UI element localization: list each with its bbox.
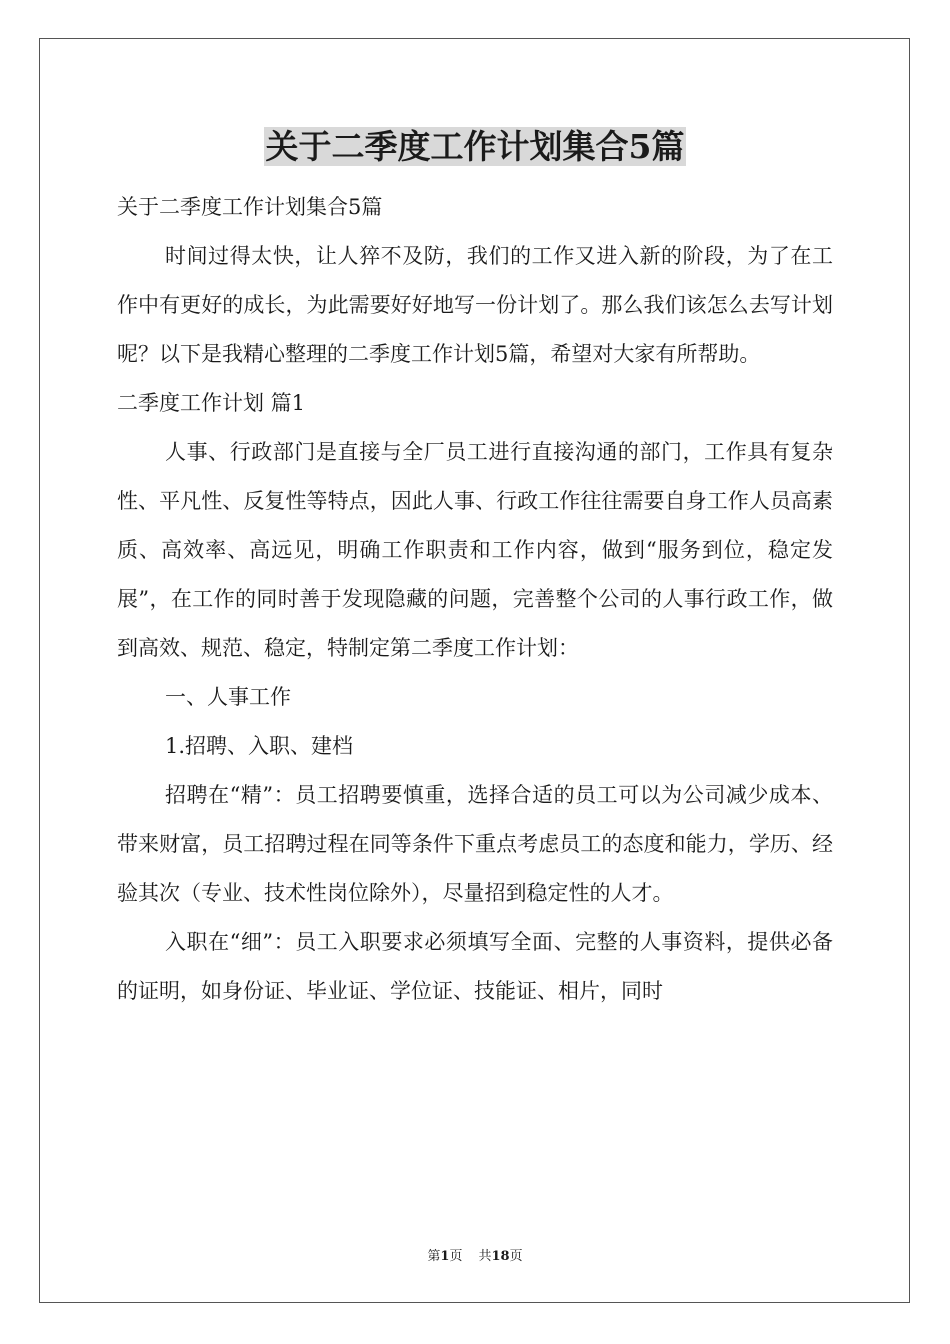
total-unit: 页: [509, 1249, 523, 1264]
body-paragraph: 人事、行政部门是直接与全厂员工进行直接沟通的部门，工作具有复杂性、平凡性、反复性等特点，因此人事、行政工作往往需要自身工作人员高素质、高效率、高远见，明确工作职责和工作内容，做到“服务到位，稳定发展”，在工作的同时善于发现隐藏的问题，完善整个公司的人事行政工作，做到高效、规范、稳定，特制定第二季度工作计划：: [117, 440, 833, 660]
page-footer: [0, 1248, 950, 1266]
body-paragraph: 入职在“细”：员工入职要求必须填写全面、完整的人事资料，提供必备的证明，如身份证、毕业证、学位证、技能证、相片，同时: [117, 930, 833, 1003]
page-number: 1: [440, 1249, 450, 1264]
heading-level-1: 一、人事工作: [165, 685, 291, 709]
page-unit: 页: [449, 1249, 463, 1264]
section-heading: 二季度工作计划 篇1: [117, 391, 306, 415]
page-total: 18: [491, 1249, 510, 1264]
document-subtitle: 关于二季度工作计划集合5篇: [117, 195, 383, 219]
intro-paragraph: 时间过得太快，让人猝不及防，我们的工作又进入新的阶段，为了在工作中有更好的成长，为此需要好好地写一份计划了。那么我们该怎么去写计划呢？以下是我精心整理的二季度工作计划5篇，希望对大家有所帮助。: [117, 244, 833, 366]
document-body: [117, 183, 833, 1016]
document-title: [0, 124, 950, 170]
body-paragraph: 招聘在“精”：员工招聘要慎重，选择合适的员工可以为公司减少成本、带来财富，员工招聘过程在同等条件下重点考虑员工的态度和能力，学历、经验其次（专业、技术性岗位除外），尽量招到稳定性的人才。: [117, 783, 833, 905]
total-prefix: 共: [478, 1249, 492, 1264]
document-title-text: 关于二季度工作计划集合5篇: [265, 127, 685, 166]
page-prefix: 第: [427, 1249, 441, 1264]
heading-level-2: 1.招聘、入职、建档: [165, 734, 354, 758]
